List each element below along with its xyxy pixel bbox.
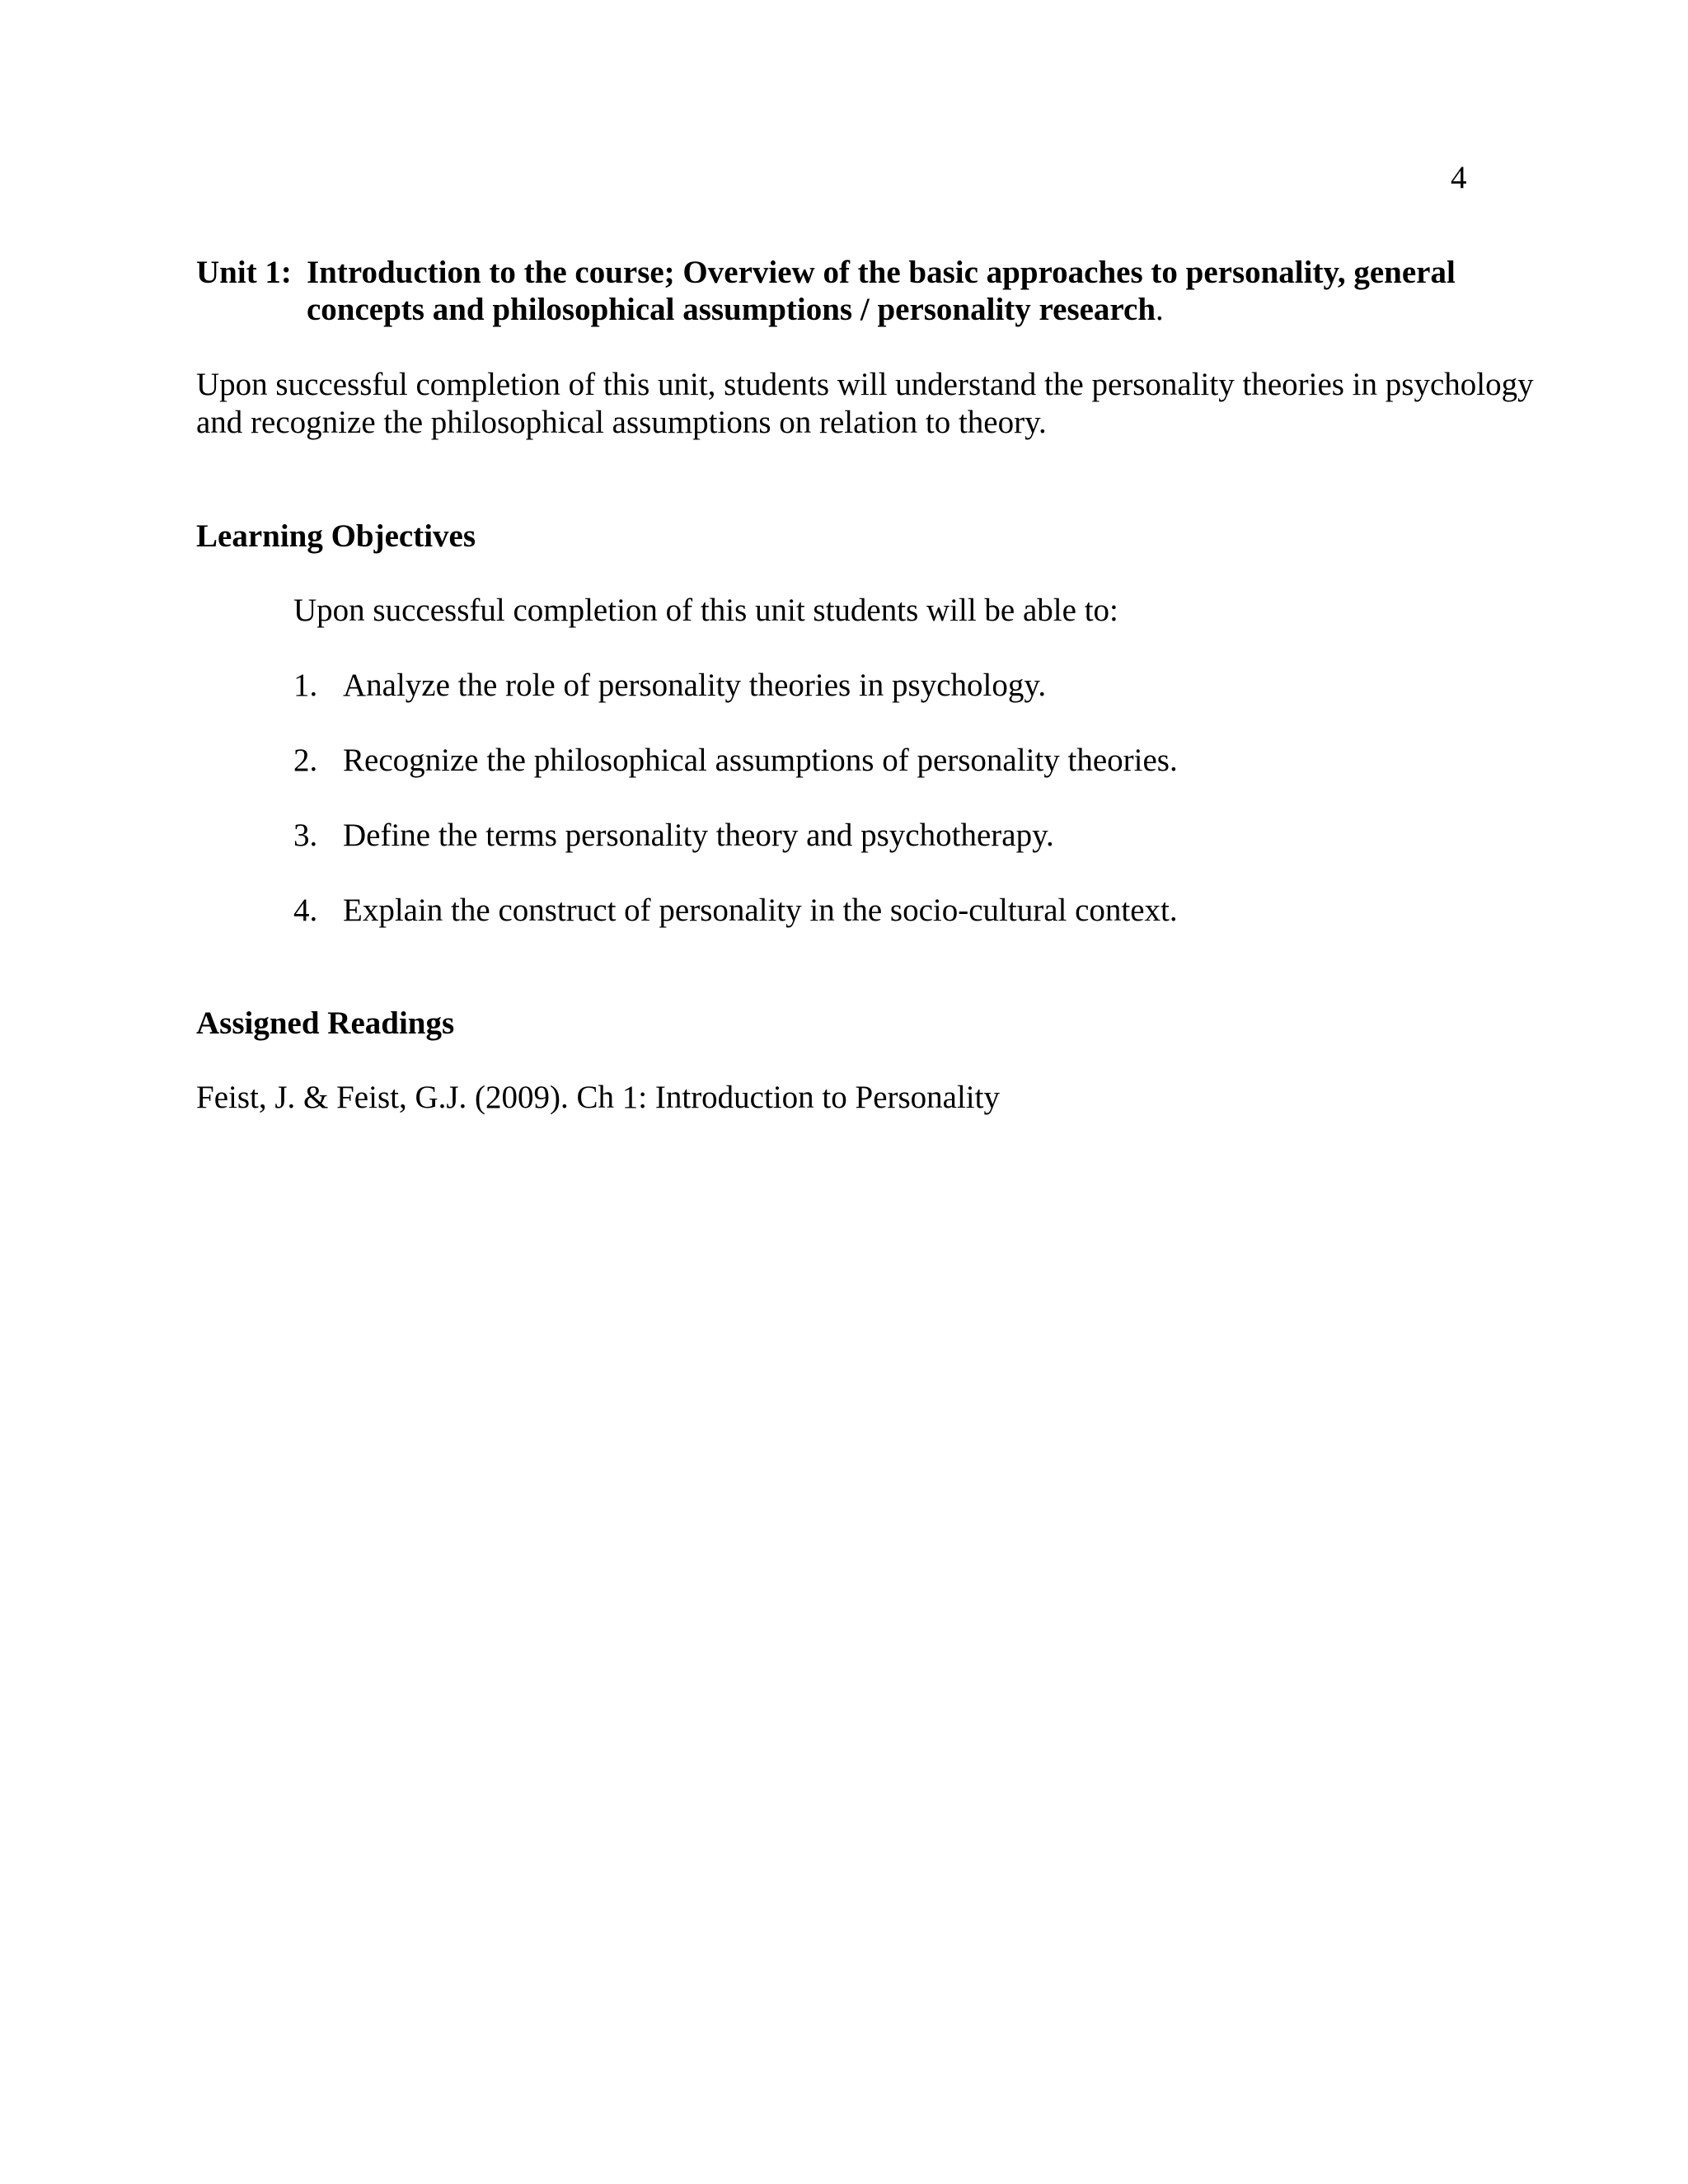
learning-objectives-intro: Upon successful completion of this unit students will be able to: [293, 593, 1118, 628]
unit-label: Unit 1: [196, 255, 292, 290]
unit-heading-line-2 [196, 291, 1597, 328]
objective-number: 2. [293, 743, 318, 778]
unit-intro-line-2: and recognize the philosophical assumptions on relation to theory. [196, 405, 1047, 440]
unit-title-line-2: concepts and philosophical assumptions / personality research [307, 292, 1156, 327]
objective-number: 3. [293, 818, 318, 853]
unit-title-period: . [1156, 292, 1164, 327]
learning-objectives-list [293, 667, 1178, 967]
objective-text: Recognize the philosophical assumptions of personality theories. [343, 743, 1178, 778]
objective-item-4 [293, 892, 1178, 967]
unit-intro-paragraph [196, 366, 1597, 442]
unit-heading-line-1 [196, 254, 1597, 291]
objective-number: 4. [293, 893, 318, 928]
objective-item-2 [293, 742, 1178, 817]
reading-citation: Feist, J. & Feist, G.J. (2009). Ch 1: Introduction to Personality [196, 1080, 1000, 1115]
objective-item-3 [293, 817, 1178, 892]
objective-text: Explain the construct of personality in the socio-cultural context. [343, 893, 1178, 928]
unit-intro-line-1: Upon successful completion of this unit, students will understand the personality theories in psychology [196, 367, 1534, 402]
page-number: 4 [1451, 160, 1467, 195]
unit-heading [196, 254, 1597, 328]
objective-item-1 [293, 667, 1178, 742]
objective-text: Analyze the role of personality theories in psychology. [343, 668, 1047, 703]
unit-title-line-1: Introduction to the course; Overview of the basic approaches to personality, general [307, 255, 1456, 290]
learning-objectives-heading: Learning Objectives [196, 518, 476, 554]
objective-text: Define the terms personality theory and psychotherapy. [343, 818, 1054, 853]
assigned-readings-heading: Assigned Readings [196, 1005, 455, 1041]
objective-number: 1. [293, 668, 318, 703]
